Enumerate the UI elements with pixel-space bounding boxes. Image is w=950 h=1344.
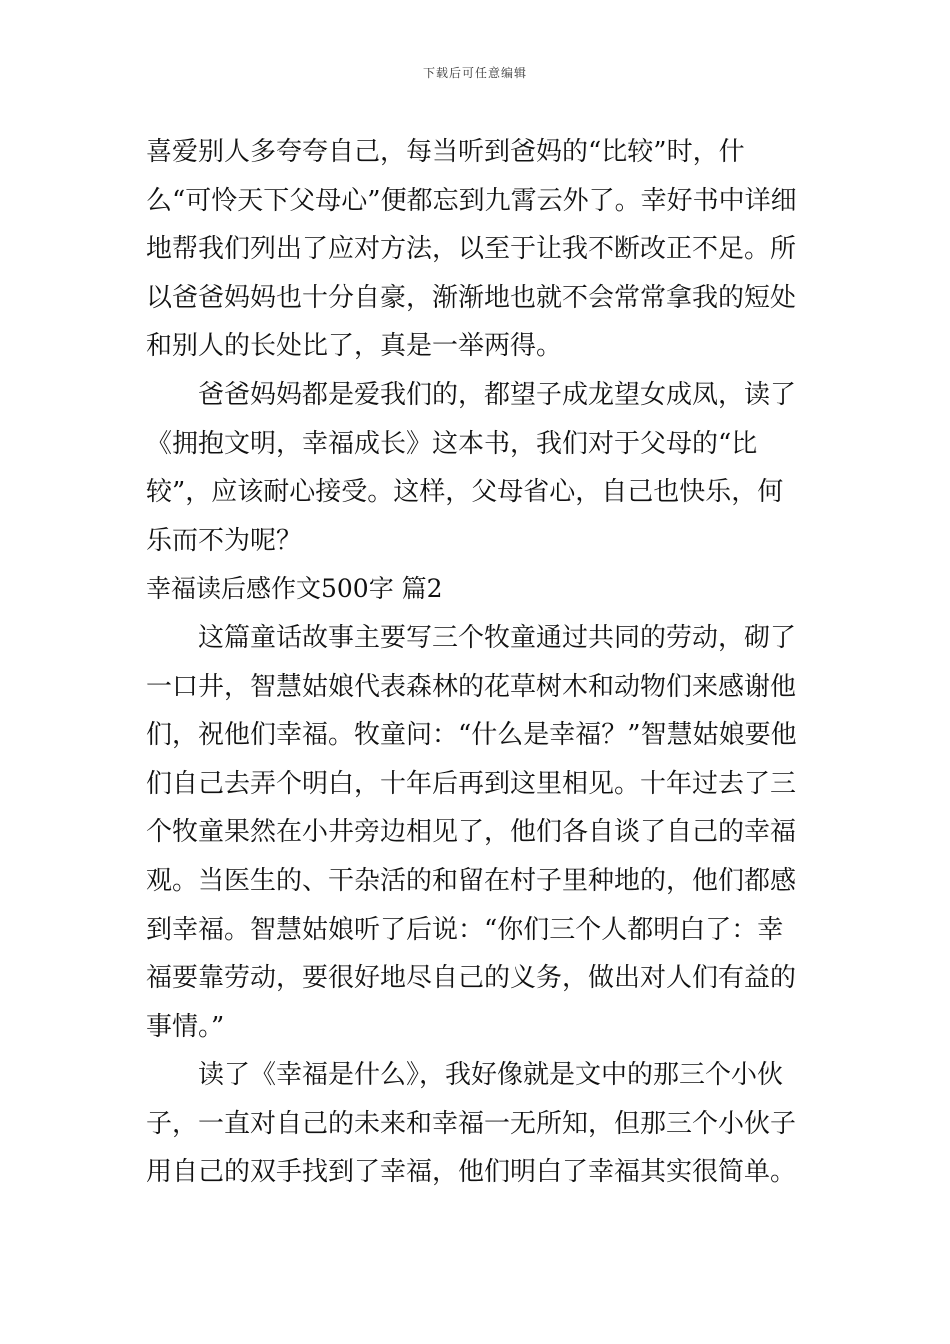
page-header: 下载后可任意编辑 bbox=[422, 66, 527, 80]
paragraph: 读了《幸福是什么》，我好像就是文中的那三个小伙子，一直对自己的未来和幸福一无所知，但那三个小伙子用自己的双手找到了幸福，他们明白了幸福其实很简单。 bbox=[146, 1060, 797, 1188]
paragraph: 爸爸妈妈都是爱我们的，都望子成龙望女成凤，读了《拥抱文明，幸福成长》这本书，我们对于父母的“比较”，应该耐心接受。这样，父母省心，自己也快乐，何乐而不为呢？ bbox=[146, 379, 797, 556]
document-body bbox=[146, 128, 806, 1197]
paragraph: 这篇童话故事主要写三个牧童通过共同的劳动，砌了一口井，智慧姑娘代表森林的花草树木和动物们来感谢他们，祝他们幸福。牧童问：“什么是幸福？”智慧姑娘要他们自己去弄个明白，十年后再到这里相见。十年过去了三个牧童果然在小井旁边相见了，他们各自谈了自己的幸福观。当医生的、干杂活的和留在村子里种地的，他们都感到幸福。智慧姑娘听了后说：“你们三个人都明白了：幸福要靠劳动，要很好地尽自己的义务，做出对人们有益的事情。” bbox=[146, 622, 797, 1042]
paragraph: 喜爱别人多夸夸自己，每当听到爸妈的“比较”时，什么“可怜天下父母心”便都忘到九霄云外了。幸好书中详细地帮我们列出了应对方法，以至于让我不断改正不足。所以爸爸妈妈也十分自豪，渐渐地也就不会常常拿我的短处和别人的长处比了，真是一举两得。 bbox=[146, 137, 797, 362]
section-heading: 幸福读后感作文500字 篇2 bbox=[146, 574, 443, 604]
